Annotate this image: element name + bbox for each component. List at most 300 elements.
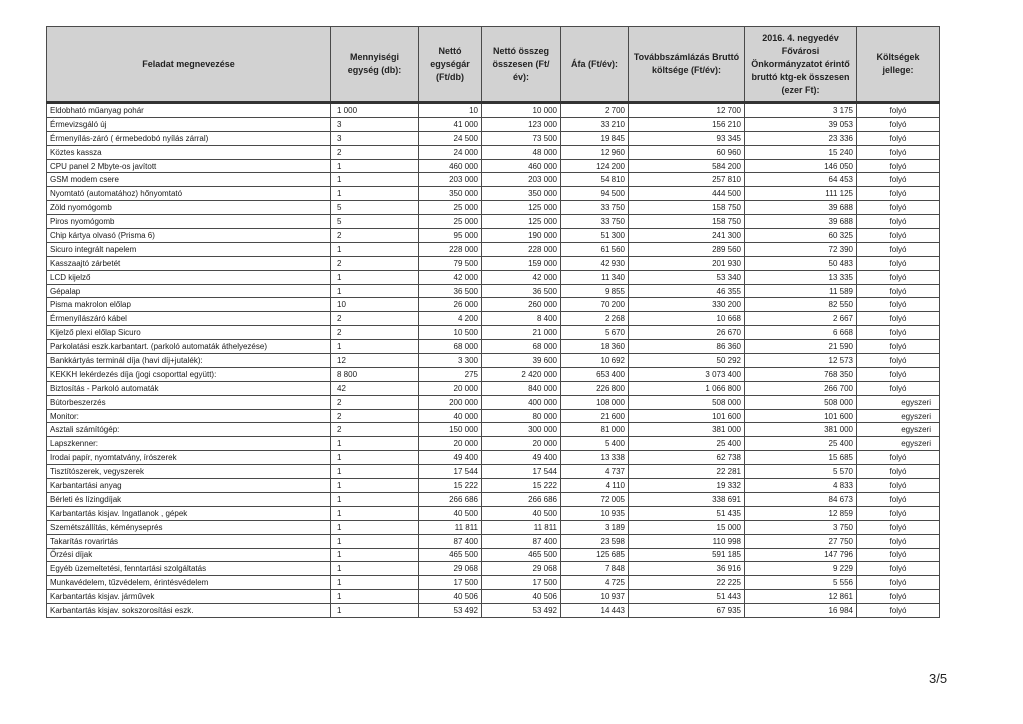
- vat-cell: 5 670: [561, 326, 629, 340]
- municipal-cost-cell: 147 796: [745, 548, 857, 562]
- cost-type-cell: folyó: [857, 173, 940, 187]
- net-total-cell: 80 000: [482, 409, 561, 423]
- cost-type-cell: folyó: [857, 479, 940, 493]
- vat-cell: 4 110: [561, 479, 629, 493]
- task-name-cell: Pisma makrolon előlap: [47, 298, 331, 312]
- gross-rebilling-cell: 51 443: [629, 590, 745, 604]
- task-name-cell: Karbantartás kisjav. sokszorosítási eszk.: [47, 604, 331, 618]
- quantity-cell: 1: [331, 284, 419, 298]
- task-name-cell: Nyomtató (automatához) hőnyomtató: [47, 187, 331, 201]
- net-total-cell: 400 000: [482, 395, 561, 409]
- cost-type-cell: folyó: [857, 103, 940, 118]
- table-row: [47, 506, 940, 520]
- cost-type-cell: egyszeri: [857, 395, 940, 409]
- quantity-cell: 1: [331, 479, 419, 493]
- gross-rebilling-cell: 591 185: [629, 548, 745, 562]
- municipal-cost-cell: 39 688: [745, 215, 857, 229]
- task-name-cell: Munkavédelem, tűzvédelem, érintésvédelem: [47, 576, 331, 590]
- quantity-cell: 1: [331, 534, 419, 548]
- municipal-cost-cell: 15 240: [745, 145, 857, 159]
- cost-type-cell: folyó: [857, 590, 940, 604]
- vat-cell: 42 930: [561, 256, 629, 270]
- unit-price-cell: 3 300: [419, 354, 482, 368]
- gross-rebilling-cell: 51 435: [629, 506, 745, 520]
- table-row: [47, 520, 940, 534]
- gross-rebilling-cell: 25 400: [629, 437, 745, 451]
- quantity-cell: 2: [331, 256, 419, 270]
- municipal-cost-cell: 25 400: [745, 437, 857, 451]
- municipal-cost-cell: 5 556: [745, 576, 857, 590]
- gross-rebilling-cell: 50 292: [629, 354, 745, 368]
- vat-cell: 4 725: [561, 576, 629, 590]
- table-row: [47, 340, 940, 354]
- net-total-cell: 73 500: [482, 131, 561, 145]
- unit-price-cell: 150 000: [419, 423, 482, 437]
- municipal-cost-cell: 768 350: [745, 367, 857, 381]
- task-name-cell: GSM modem csere: [47, 173, 331, 187]
- vat-cell: 9 855: [561, 284, 629, 298]
- vat-cell: 19 845: [561, 131, 629, 145]
- cost-type-cell: folyó: [857, 229, 940, 243]
- net-total-cell: 123 000: [482, 117, 561, 131]
- cost-type-cell: folyó: [857, 381, 940, 395]
- unit-price-cell: 20 000: [419, 437, 482, 451]
- gross-rebilling-cell: 93 345: [629, 131, 745, 145]
- net-total-cell: 266 686: [482, 492, 561, 506]
- table-row: [47, 159, 940, 173]
- cost-type-cell: egyszeri: [857, 423, 940, 437]
- unit-price-cell: 40 500: [419, 506, 482, 520]
- unit-price-cell: 95 000: [419, 229, 482, 243]
- municipal-cost-cell: 21 590: [745, 340, 857, 354]
- gross-rebilling-cell: 444 500: [629, 187, 745, 201]
- quantity-cell: 1: [331, 270, 419, 284]
- net-total-cell: 39 600: [482, 354, 561, 368]
- table-row: [47, 270, 940, 284]
- table-row: [47, 492, 940, 506]
- net-total-cell: 53 492: [482, 604, 561, 618]
- table-row: [47, 117, 940, 131]
- net-total-cell: 125 000: [482, 215, 561, 229]
- net-total-cell: 11 811: [482, 520, 561, 534]
- cost-type-cell: egyszeri: [857, 437, 940, 451]
- table-header: [47, 27, 940, 103]
- unit-price-cell: 49 400: [419, 451, 482, 465]
- net-total-cell: 87 400: [482, 534, 561, 548]
- municipal-cost-cell: 508 000: [745, 395, 857, 409]
- net-total-cell: 48 000: [482, 145, 561, 159]
- vat-cell: 7 848: [561, 562, 629, 576]
- unit-price-cell: 25 000: [419, 201, 482, 215]
- unit-price-cell: 79 500: [419, 256, 482, 270]
- vat-cell: 3 189: [561, 520, 629, 534]
- unit-price-cell: 460 000: [419, 159, 482, 173]
- header-row: [47, 27, 940, 103]
- cost-type-cell: folyó: [857, 548, 940, 562]
- unit-price-cell: 36 500: [419, 284, 482, 298]
- table-row: [47, 242, 940, 256]
- table-row: [47, 312, 940, 326]
- vat-cell: 4 737: [561, 465, 629, 479]
- unit-price-cell: 350 000: [419, 187, 482, 201]
- gross-rebilling-cell: 15 000: [629, 520, 745, 534]
- gross-rebilling-cell: 338 691: [629, 492, 745, 506]
- municipal-cost-cell: 27 750: [745, 534, 857, 548]
- unit-price-cell: 40 506: [419, 590, 482, 604]
- unit-price-cell: 275: [419, 367, 482, 381]
- quantity-cell: 1 000: [331, 103, 419, 118]
- table-row: [47, 215, 940, 229]
- cost-type-cell: folyó: [857, 187, 940, 201]
- vat-cell: 33 750: [561, 215, 629, 229]
- cost-type-cell: folyó: [857, 284, 940, 298]
- vat-cell: 81 000: [561, 423, 629, 437]
- cost-type-cell: folyó: [857, 520, 940, 534]
- net-total-cell: 17 544: [482, 465, 561, 479]
- table-row: [47, 604, 940, 618]
- vat-cell: 51 300: [561, 229, 629, 243]
- quantity-cell: 8 800: [331, 367, 419, 381]
- task-name-cell: Egyéb üzemeltetési, fenntartási szolgáltatás: [47, 562, 331, 576]
- municipal-cost-cell: 111 125: [745, 187, 857, 201]
- gross-rebilling-cell: 201 930: [629, 256, 745, 270]
- vat-cell: 72 005: [561, 492, 629, 506]
- header-gross-rebilling: Továbbszámlázás Bruttó költsége (Ft/év):: [629, 27, 745, 103]
- vat-cell: 13 338: [561, 451, 629, 465]
- vat-cell: 70 200: [561, 298, 629, 312]
- cost-type-cell: folyó: [857, 354, 940, 368]
- task-name-cell: Irodai papír, nyomtatvány, írószerek: [47, 451, 331, 465]
- vat-cell: 10 937: [561, 590, 629, 604]
- municipal-cost-cell: 6 668: [745, 326, 857, 340]
- municipal-cost-cell: 5 570: [745, 465, 857, 479]
- quantity-cell: 2: [331, 312, 419, 326]
- gross-rebilling-cell: 330 200: [629, 298, 745, 312]
- cost-type-cell: folyó: [857, 270, 940, 284]
- municipal-cost-cell: 4 833: [745, 479, 857, 493]
- net-total-cell: 40 506: [482, 590, 561, 604]
- page-number: 3/5: [929, 671, 948, 686]
- gross-rebilling-cell: 62 738: [629, 451, 745, 465]
- cost-type-cell: folyó: [857, 506, 940, 520]
- task-name-cell: Eldobható műanyag pohár: [47, 103, 331, 118]
- task-name-cell: Őrzési díjak: [47, 548, 331, 562]
- municipal-cost-cell: 13 335: [745, 270, 857, 284]
- table-body: [47, 103, 940, 618]
- header-unit-price: Nettó egységár (Ft/db): [419, 27, 482, 103]
- task-name-cell: Asztali számítógép:: [47, 423, 331, 437]
- vat-cell: 33 750: [561, 201, 629, 215]
- unit-price-cell: 465 500: [419, 548, 482, 562]
- municipal-cost-cell: 381 000: [745, 423, 857, 437]
- gross-rebilling-cell: 101 600: [629, 409, 745, 423]
- gross-rebilling-cell: 22 225: [629, 576, 745, 590]
- net-total-cell: 228 000: [482, 242, 561, 256]
- vat-cell: 14 443: [561, 604, 629, 618]
- gross-rebilling-cell: 22 281: [629, 465, 745, 479]
- quantity-cell: 10: [331, 298, 419, 312]
- municipal-cost-cell: 64 453: [745, 173, 857, 187]
- header-cost-type: Költségek jellege:: [857, 27, 940, 103]
- cost-type-cell: folyó: [857, 312, 940, 326]
- municipal-cost-cell: 23 336: [745, 131, 857, 145]
- municipal-cost-cell: 82 550: [745, 298, 857, 312]
- vat-cell: 21 600: [561, 409, 629, 423]
- municipal-cost-cell: 11 589: [745, 284, 857, 298]
- table-row: [47, 229, 940, 243]
- table-row: [47, 451, 940, 465]
- task-name-cell: Karbantartási anyag: [47, 479, 331, 493]
- unit-price-cell: 25 000: [419, 215, 482, 229]
- quantity-cell: 42: [331, 381, 419, 395]
- quantity-cell: 1: [331, 242, 419, 256]
- table-row: [47, 576, 940, 590]
- net-total-cell: 40 500: [482, 506, 561, 520]
- quantity-cell: 3: [331, 117, 419, 131]
- net-total-cell: 68 000: [482, 340, 561, 354]
- municipal-cost-cell: 50 483: [745, 256, 857, 270]
- quantity-cell: 2: [331, 423, 419, 437]
- task-name-cell: LCD kijelző: [47, 270, 331, 284]
- gross-rebilling-cell: 26 670: [629, 326, 745, 340]
- vat-cell: 61 560: [561, 242, 629, 256]
- vat-cell: 2 700: [561, 103, 629, 118]
- task-name-cell: Karbantartás kisjav. Ingatlanok , gépek: [47, 506, 331, 520]
- vat-cell: 653 400: [561, 367, 629, 381]
- cost-type-cell: folyó: [857, 201, 940, 215]
- unit-price-cell: 26 000: [419, 298, 482, 312]
- table-row: [47, 326, 940, 340]
- cost-type-cell: folyó: [857, 145, 940, 159]
- unit-price-cell: 10 500: [419, 326, 482, 340]
- cost-type-cell: folyó: [857, 298, 940, 312]
- unit-price-cell: 4 200: [419, 312, 482, 326]
- table-row: [47, 479, 940, 493]
- unit-price-cell: 266 686: [419, 492, 482, 506]
- vat-cell: 124 200: [561, 159, 629, 173]
- cost-type-cell: folyó: [857, 367, 940, 381]
- task-name-cell: KEKKH lekérdezés díja (jogi csoporttal együtt):: [47, 367, 331, 381]
- task-name-cell: Biztosítás - Parkoló automaták: [47, 381, 331, 395]
- net-total-cell: 840 000: [482, 381, 561, 395]
- cost-type-cell: folyó: [857, 492, 940, 506]
- quantity-cell: 5: [331, 215, 419, 229]
- header-vat: Áfa (Ft/év):: [561, 27, 629, 103]
- vat-cell: 10 692: [561, 354, 629, 368]
- quantity-cell: 1: [331, 465, 419, 479]
- quantity-cell: 1: [331, 520, 419, 534]
- municipal-cost-cell: 101 600: [745, 409, 857, 423]
- cost-type-cell: folyó: [857, 340, 940, 354]
- vat-cell: 226 800: [561, 381, 629, 395]
- vat-cell: 94 500: [561, 187, 629, 201]
- cost-type-cell: folyó: [857, 242, 940, 256]
- gross-rebilling-cell: 46 355: [629, 284, 745, 298]
- quantity-cell: 2: [331, 326, 419, 340]
- gross-rebilling-cell: 584 200: [629, 159, 745, 173]
- municipal-cost-cell: 84 673: [745, 492, 857, 506]
- task-name-cell: Karbantartás kisjav. járművek: [47, 590, 331, 604]
- unit-price-cell: 17 544: [419, 465, 482, 479]
- net-total-cell: 49 400: [482, 451, 561, 465]
- gross-rebilling-cell: 36 916: [629, 562, 745, 576]
- cost-type-cell: folyó: [857, 576, 940, 590]
- municipal-cost-cell: 266 700: [745, 381, 857, 395]
- gross-rebilling-cell: 158 750: [629, 201, 745, 215]
- header-task-name: Feladat megnevezése: [47, 27, 331, 103]
- cost-type-cell: egyszeri: [857, 409, 940, 423]
- cost-type-cell: folyó: [857, 326, 940, 340]
- task-name-cell: Monitor:: [47, 409, 331, 423]
- unit-price-cell: 42 000: [419, 270, 482, 284]
- net-total-cell: 29 068: [482, 562, 561, 576]
- unit-price-cell: 17 500: [419, 576, 482, 590]
- quantity-cell: 2: [331, 409, 419, 423]
- municipal-cost-cell: 12 573: [745, 354, 857, 368]
- table-row: [47, 187, 940, 201]
- gross-rebilling-cell: 241 300: [629, 229, 745, 243]
- unit-price-cell: 203 000: [419, 173, 482, 187]
- task-name-cell: Kasszaajtó zárbetét: [47, 256, 331, 270]
- quantity-cell: 1: [331, 576, 419, 590]
- table-row: [47, 173, 940, 187]
- task-name-cell: Köztes kassza: [47, 145, 331, 159]
- gross-rebilling-cell: 1 066 800: [629, 381, 745, 395]
- quantity-cell: 1: [331, 548, 419, 562]
- task-name-cell: Tisztítószerek, vegyszerek: [47, 465, 331, 479]
- municipal-cost-cell: 16 984: [745, 604, 857, 618]
- unit-price-cell: 29 068: [419, 562, 482, 576]
- quantity-cell: 2: [331, 145, 419, 159]
- task-name-cell: Kijelző plexi előlap Sicuro: [47, 326, 331, 340]
- gross-rebilling-cell: 12 700: [629, 103, 745, 118]
- gross-rebilling-cell: 257 810: [629, 173, 745, 187]
- municipal-cost-cell: 72 390: [745, 242, 857, 256]
- net-total-cell: 17 500: [482, 576, 561, 590]
- table-row: [47, 145, 940, 159]
- quantity-cell: 1: [331, 492, 419, 506]
- cost-type-cell: folyó: [857, 131, 940, 145]
- header-municipal-cost: 2016. 4. negyedév Fővárosi Önkormányzatot érintő bruttó ktg-ek összesen (ezer Ft):: [745, 27, 857, 103]
- net-total-cell: 8 400: [482, 312, 561, 326]
- table-row: [47, 465, 940, 479]
- table-row: [47, 298, 940, 312]
- header-net-total: Nettó összeg összesen (Ft/év):: [482, 27, 561, 103]
- unit-price-cell: 200 000: [419, 395, 482, 409]
- cost-type-cell: folyó: [857, 159, 940, 173]
- unit-price-cell: 41 000: [419, 117, 482, 131]
- net-total-cell: 42 000: [482, 270, 561, 284]
- gross-rebilling-cell: 381 000: [629, 423, 745, 437]
- net-total-cell: 125 000: [482, 201, 561, 215]
- task-name-cell: Szemétszállítás, kéményseprés: [47, 520, 331, 534]
- task-name-cell: Takarítás rovarirtás: [47, 534, 331, 548]
- gross-rebilling-cell: 508 000: [629, 395, 745, 409]
- table-row: [47, 590, 940, 604]
- municipal-cost-cell: 9 229: [745, 562, 857, 576]
- net-total-cell: 10 000: [482, 103, 561, 118]
- net-total-cell: 2 420 000: [482, 367, 561, 381]
- quantity-cell: 1: [331, 159, 419, 173]
- vat-cell: 11 340: [561, 270, 629, 284]
- cost-type-cell: folyó: [857, 534, 940, 548]
- quantity-cell: 5: [331, 201, 419, 215]
- municipal-cost-cell: 3 175: [745, 103, 857, 118]
- quantity-cell: 1: [331, 562, 419, 576]
- cost-type-cell: folyó: [857, 117, 940, 131]
- gross-rebilling-cell: 60 960: [629, 145, 745, 159]
- net-total-cell: 300 000: [482, 423, 561, 437]
- unit-price-cell: 10: [419, 103, 482, 118]
- vat-cell: 33 210: [561, 117, 629, 131]
- net-total-cell: 350 000: [482, 187, 561, 201]
- quantity-cell: 1: [331, 437, 419, 451]
- task-name-cell: Bútorbeszerzés: [47, 395, 331, 409]
- task-name-cell: Zöld nyomógomb: [47, 201, 331, 215]
- gross-rebilling-cell: 3 073 400: [629, 367, 745, 381]
- unit-price-cell: 24 500: [419, 131, 482, 145]
- table-row: [47, 409, 940, 423]
- task-name-cell: Gépalap: [47, 284, 331, 298]
- quantity-cell: 1: [331, 340, 419, 354]
- unit-price-cell: 87 400: [419, 534, 482, 548]
- unit-price-cell: 68 000: [419, 340, 482, 354]
- unit-price-cell: 228 000: [419, 242, 482, 256]
- task-name-cell: Parkolatási eszk.karbantart. (parkoló automaták áthelyezése): [47, 340, 331, 354]
- task-name-cell: Sicuro integrált napelem: [47, 242, 331, 256]
- table-row: [47, 534, 940, 548]
- unit-price-cell: 24 000: [419, 145, 482, 159]
- municipal-cost-cell: 15 685: [745, 451, 857, 465]
- table-row: [47, 201, 940, 215]
- table-row: [47, 354, 940, 368]
- municipal-cost-cell: 3 750: [745, 520, 857, 534]
- vat-cell: 108 000: [561, 395, 629, 409]
- table-row: [47, 548, 940, 562]
- municipal-cost-cell: 60 325: [745, 229, 857, 243]
- quantity-cell: 1: [331, 590, 419, 604]
- unit-price-cell: 20 000: [419, 381, 482, 395]
- municipal-cost-cell: 39 053: [745, 117, 857, 131]
- vat-cell: 23 598: [561, 534, 629, 548]
- net-total-cell: 159 000: [482, 256, 561, 270]
- vat-cell: 12 960: [561, 145, 629, 159]
- unit-price-cell: 11 811: [419, 520, 482, 534]
- net-total-cell: 465 500: [482, 548, 561, 562]
- municipal-cost-cell: 146 050: [745, 159, 857, 173]
- municipal-cost-cell: 39 688: [745, 201, 857, 215]
- unit-price-cell: 53 492: [419, 604, 482, 618]
- cost-type-cell: folyó: [857, 465, 940, 479]
- table-row: [47, 131, 940, 145]
- quantity-cell: 1: [331, 506, 419, 520]
- vat-cell: 125 685: [561, 548, 629, 562]
- task-name-cell: CPU panel 2 Mbyte-os javított: [47, 159, 331, 173]
- header-quantity: Mennyiségi egység (db):: [331, 27, 419, 103]
- unit-price-cell: 40 000: [419, 409, 482, 423]
- quantity-cell: 1: [331, 187, 419, 201]
- table-row: [47, 437, 940, 451]
- table-row: [47, 381, 940, 395]
- net-total-cell: 15 222: [482, 479, 561, 493]
- table-row: [47, 395, 940, 409]
- task-name-cell: Érmevizsgáló új: [47, 117, 331, 131]
- municipal-cost-cell: 12 861: [745, 590, 857, 604]
- table-row: [47, 256, 940, 270]
- gross-rebilling-cell: 86 360: [629, 340, 745, 354]
- gross-rebilling-cell: 156 210: [629, 117, 745, 131]
- quantity-cell: 3: [331, 131, 419, 145]
